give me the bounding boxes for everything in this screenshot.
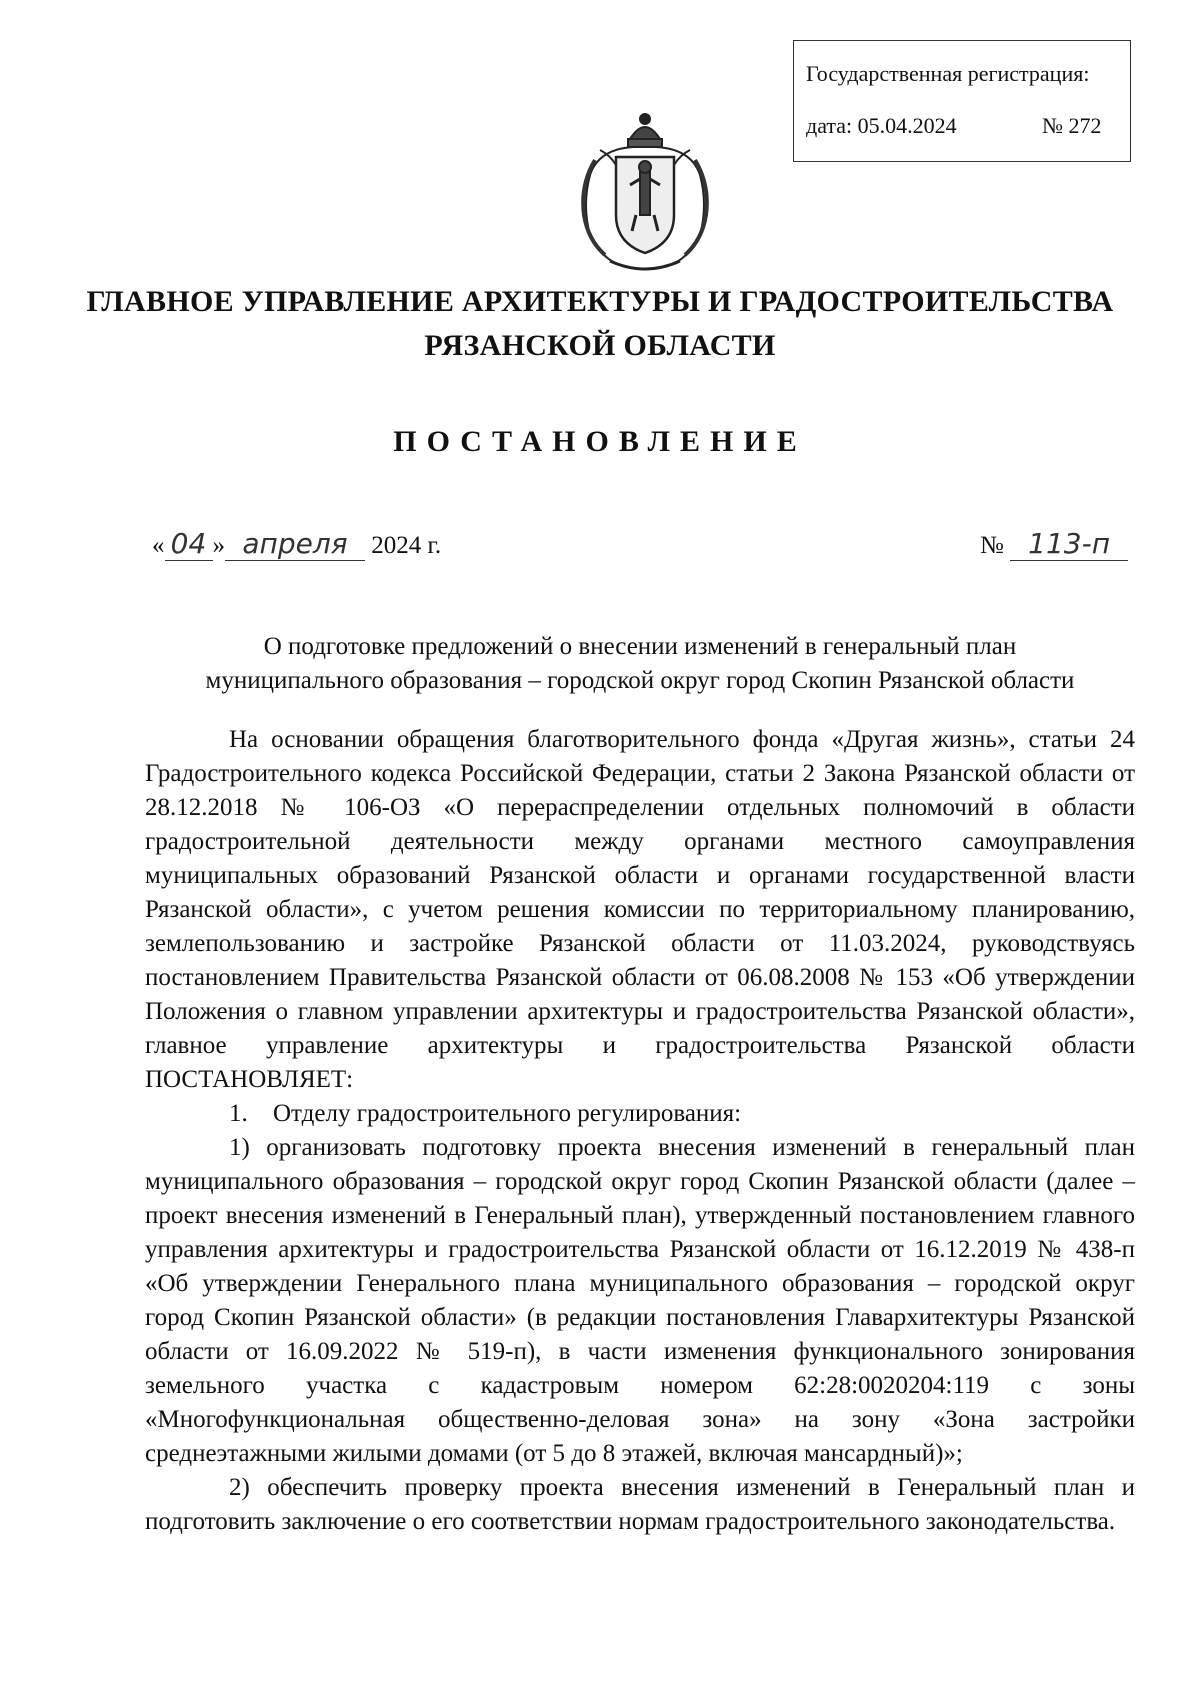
document-type: ПОСТАНОВЛЕНИЕ	[393, 425, 807, 458]
subitem-1-paragraph: 1) организовать подготовку проекта внесения изменений в генеральный план муниципального образования – городской округ город Скопин Рязанской области (далее – проект внесения изменений в Генеральный план), утвержденный постановлением главного управления архитектуры и градостроительства Рязанской области от 16.12.2019 № 438-п «Об утверждении Генерального плана муниципального образования – городской округ город Скопин Рязанской области» (в редакции постановления Главархитектуры Рязанской области от 16.09.2022 № 519-п), в части изменения функционального зонирования земельного участка с кадастровым номером 62:28:0020204:119 с зоны «Многофункциональная общественно-деловая зона» на зону «Зона застройки среднеэтажными жилыми домами (от 5 до 8 этажей, включая мансардный)»;	[145, 1134, 1135, 1467]
document-subject	[145, 630, 1135, 698]
date-month: апреля	[225, 527, 365, 561]
organization-line-1: ГЛАВНОЕ УПРАВЛЕНИЕ АРХИТЕКТУРЫ И ГРАДОСТРОИТЕЛЬСТВА	[86, 285, 1114, 318]
item-1-number: 1.	[229, 1100, 248, 1127]
subject-line-2: муниципального образования – городской округ город Скопин Рязанской области	[205, 667, 1075, 694]
number-value: 113-п	[1010, 527, 1128, 561]
document-date	[152, 527, 441, 561]
document-number	[980, 527, 1128, 561]
number-prefix: №	[980, 532, 1004, 559]
date-day: 04	[165, 527, 213, 561]
organization-name	[0, 280, 1200, 368]
subitem-2-paragraph: 2) обеспечить проверку проекта внесения изменений в Генеральный план и подготовить заключение о его соответствии нормам градостроительного законодательства.	[145, 1474, 1135, 1535]
date-open-quote: «	[152, 532, 165, 559]
coat-of-arms-icon	[570, 105, 720, 277]
registration-date: дата: 05.04.2024	[806, 113, 957, 138]
registration-number: № 272	[1042, 113, 1102, 138]
subject-line-1: О подготовке предложений о внесении изменений в генеральный план	[263, 633, 1017, 660]
date-close-quote: »	[212, 532, 225, 559]
item-1-text: Отделу градостроительного регулирования:	[273, 1100, 742, 1127]
document-body	[145, 723, 1135, 1539]
item-1	[145, 1097, 1135, 1131]
registration-details	[806, 113, 1102, 139]
registration-stamp	[793, 40, 1131, 162]
organization-line-2: РЯЗАНСКОЙ ОБЛАСТИ	[424, 329, 776, 362]
registration-title: Государственная регистрация:	[806, 61, 1090, 86]
date-year: 2024 г.	[371, 532, 442, 559]
preamble-paragraph: На основании обращения благотворительного фонда «Другая жизнь», статьи 24 Градостроительного кодекса Российской Федерации, статьи 2 Закона Рязанской области от 28.12.2018 № 106-ОЗ «О перераспределении отдельных полномочий в области градостроительной деятельности между органами местного самоуправления муниципальных образований Рязанской области и органами государственной власти Рязанской области», с учетом решения комиссии по территориальному планированию, землепользованию и застройке Рязанской области от 11.03.2024, руководствуясь постановлением Правительства Рязанской области от 06.08.2008 № 153 «Об утверждении Положения о главном управлении архитектуры и градостроительства Рязанской области», главное управление архитектуры и градостроительства Рязанской области ПОСТАНОВЛЯЕТ:	[145, 726, 1135, 1093]
